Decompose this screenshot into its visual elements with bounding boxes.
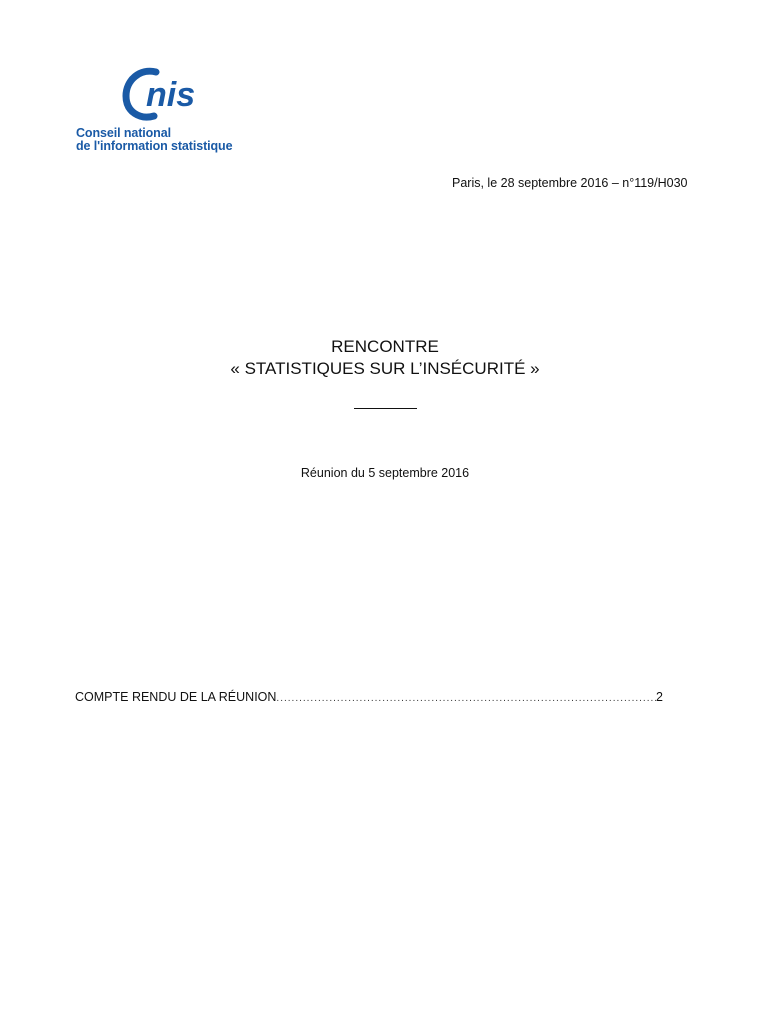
- toc-entry-page: 2: [656, 690, 663, 704]
- cnis-logo-mark: [122, 66, 222, 124]
- svg-text:nis: nis: [146, 76, 196, 114]
- organization-name-line1: Conseil national: [76, 126, 171, 140]
- toc-entry-label: COMPTE RENDU DE LA RÉUNION: [75, 690, 277, 704]
- toc-entry[interactable]: [75, 690, 663, 704]
- title-line1: RENCONTRE: [331, 337, 439, 356]
- organization-name-line2: de l'information statistique: [76, 139, 233, 153]
- title-line2: « STATISTIQUES SUR L’INSÉCURITÉ »: [230, 359, 540, 378]
- title-divider: [354, 408, 417, 409]
- document-title: [0, 336, 770, 380]
- document-reference: Paris, le 28 septembre 2016 – n°119/H030: [452, 176, 688, 190]
- cnis-logo: [74, 66, 254, 156]
- organization-name: [76, 127, 232, 153]
- toc-leader-dots: [276, 693, 656, 704]
- meeting-date: Réunion du 5 septembre 2016: [300, 466, 470, 480]
